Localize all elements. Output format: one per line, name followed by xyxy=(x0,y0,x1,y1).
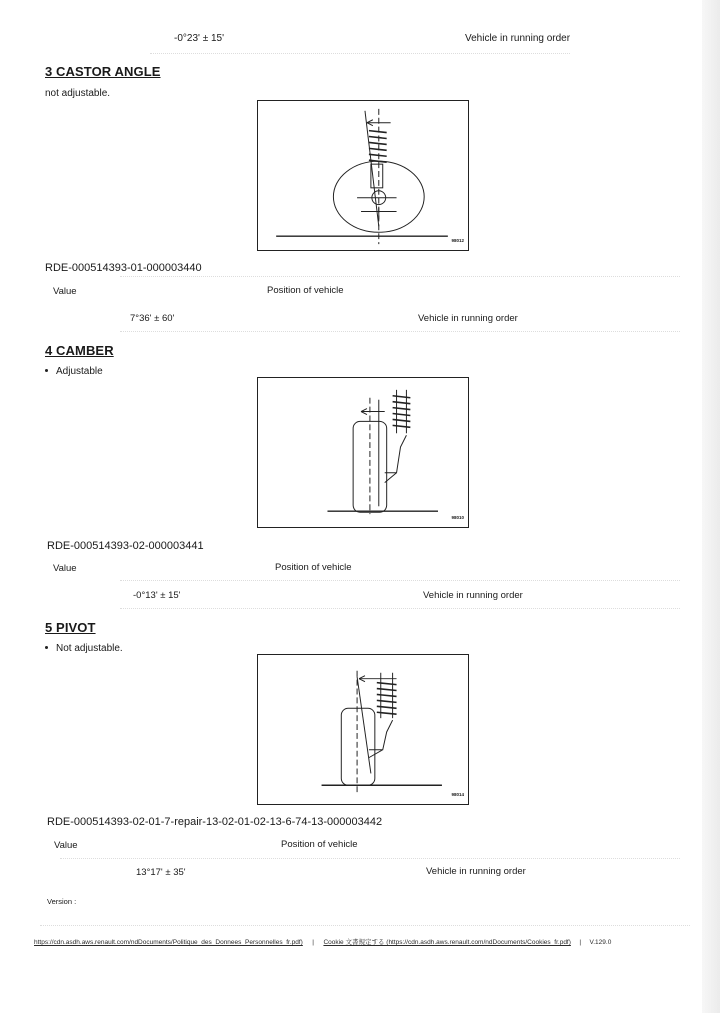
footer-rule xyxy=(40,925,690,927)
version-label: Version : xyxy=(47,897,77,906)
scan-line xyxy=(120,580,680,582)
pivot-col-value: Value xyxy=(54,840,78,851)
castor-ref: RDE-000514393-01-000003440 xyxy=(45,262,202,274)
castor-note: not adjustable. xyxy=(45,88,111,99)
pivot-note-item xyxy=(45,643,123,654)
pivot-diagram xyxy=(257,654,469,805)
camber-note-item xyxy=(45,366,103,377)
castor-heading: 3 CASTOR ANGLE xyxy=(45,64,161,79)
top-position: Vehicle in running order xyxy=(465,33,571,44)
top-value: -0°23' ± 15' xyxy=(174,33,224,44)
castor-col-value: Value xyxy=(53,286,77,297)
cookie-link[interactable]: Cookie 文書規定する (https://cdn.asdh.aws.renault.com/ndDocuments/Cookies_fr.pdf) xyxy=(323,939,571,946)
pivot-note: Not adjustable. xyxy=(56,643,123,654)
camber-diagram xyxy=(257,377,469,528)
castor-fig-code: 98012 xyxy=(451,238,464,243)
pivot-col-position: Position of vehicle xyxy=(281,839,358,850)
camber-ref: RDE-000514393-02-000003441 xyxy=(47,540,204,552)
pivot-illustration xyxy=(258,655,468,804)
bullet-icon xyxy=(45,369,48,372)
castor-illustration xyxy=(258,101,468,250)
castor-position: Vehicle in running order xyxy=(418,313,518,324)
scan-line xyxy=(120,331,680,333)
camber-heading: 4 CAMBER xyxy=(45,343,114,358)
camber-col-position: Position of vehicle xyxy=(275,562,352,573)
bullet-icon xyxy=(45,646,48,649)
scan-edge-shadow xyxy=(702,0,720,1013)
camber-value: -0°13' ± 15' xyxy=(133,590,181,601)
camber-position: Vehicle in running order xyxy=(423,590,523,601)
footer-version: V.129.0 xyxy=(589,939,612,946)
castor-col-position: Position of vehicle xyxy=(267,285,344,296)
camber-illustration xyxy=(258,378,468,527)
footer xyxy=(34,931,700,949)
scan-line xyxy=(120,608,680,610)
camber-fig-code: 98010 xyxy=(451,515,464,520)
privacy-link[interactable]: https://cdn.asdh.aws.renault.com/ndDocuments/Politique_des_Donnees_Personnelles_fr.pdf) xyxy=(34,939,303,946)
pivot-ref: RDE-000514393-02-01-7-repair-13-02-01-02-13-6-74-13-000003442 xyxy=(47,816,383,828)
camber-col-value: Value xyxy=(53,563,77,574)
footer-separator: | xyxy=(579,939,582,946)
scan-line xyxy=(60,858,680,860)
pivot-value: 13°17' ± 35' xyxy=(136,867,186,878)
scan-line xyxy=(120,276,680,278)
castor-diagram xyxy=(257,100,469,251)
scan-line xyxy=(150,53,570,55)
pivot-fig-code: 98014 xyxy=(451,792,464,797)
pivot-heading: 5 PIVOT xyxy=(45,620,96,635)
castor-value: 7°36' ± 60' xyxy=(130,313,175,324)
pivot-position: Vehicle in running order xyxy=(426,866,526,877)
camber-note: Adjustable xyxy=(56,366,103,377)
footer-separator: | xyxy=(312,939,314,946)
